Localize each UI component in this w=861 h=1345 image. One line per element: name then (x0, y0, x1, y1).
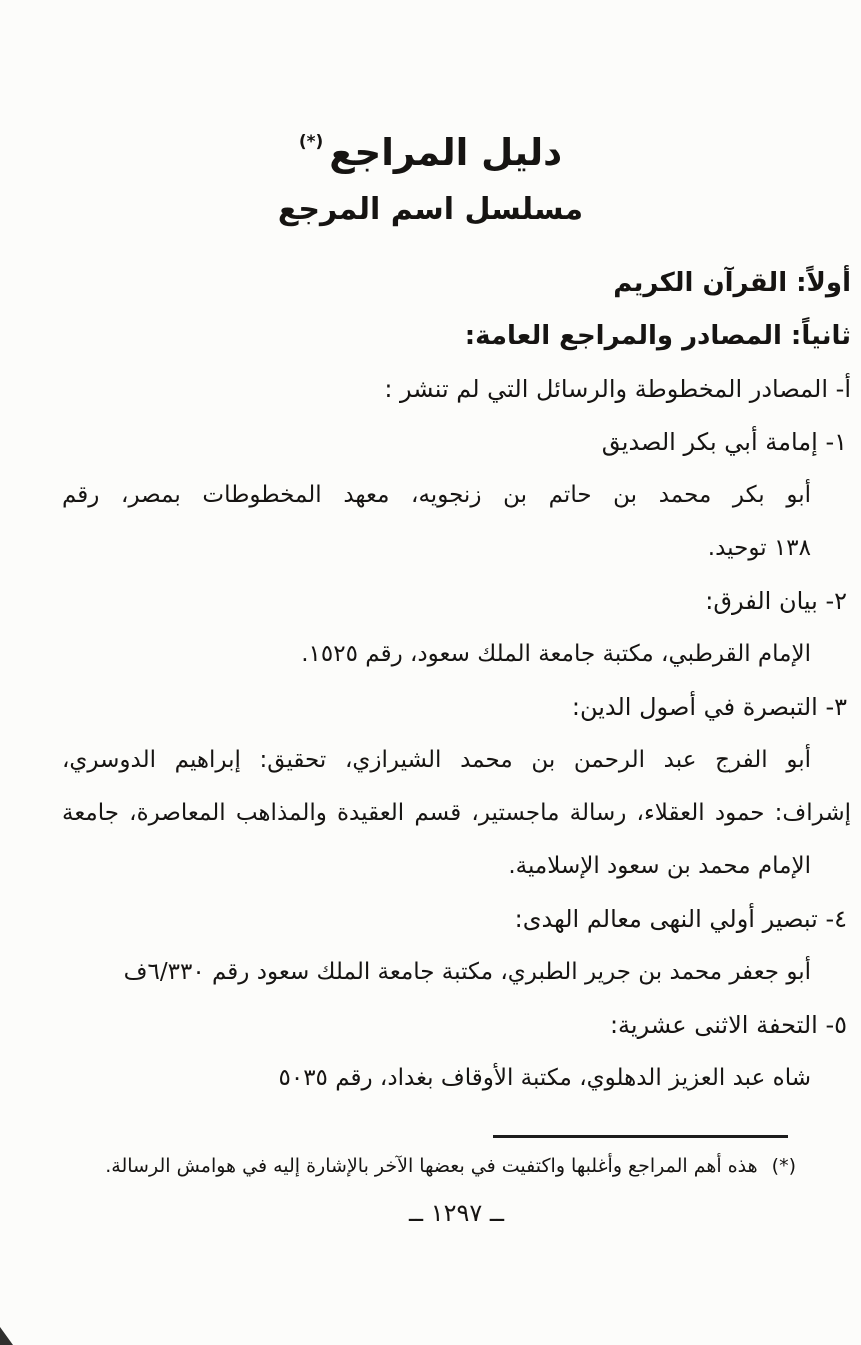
entry-title: ١- إمامة أبي بكر الصديق (601, 427, 847, 456)
section-heading-second: ثانياً: المصادر والمراجع العامة: (464, 320, 851, 351)
scan-corner-artifact (0, 1327, 13, 1345)
footnote-marker: (*) (771, 1154, 796, 1177)
page-title (0, 0, 861, 178)
reference-entry-4 (62, 893, 851, 999)
entry-title: ٤- تبصير أولي النهى معالم الهدى: (514, 904, 847, 933)
page-subtitle: مسلسل اسم المرجع (277, 191, 584, 227)
footnote-text: هذه أهم المراجع وأغلبها واكتفيت في بعضها الآخر بالإشارة إليه في هوامش الرسالة. (105, 1154, 758, 1177)
section-heading-first: أولاً: القرآن الكريم (613, 267, 851, 298)
footnote-separator-rule (493, 1135, 788, 1138)
reference-entry-5 (62, 999, 851, 1105)
page-title-text: دليل المراجع (329, 131, 563, 174)
entry-line: الإمام محمد بن سعود الإسلامية. (508, 852, 811, 879)
entry-title: ٥- التحفة الاثنى عشرية: (609, 1010, 847, 1039)
entry-line: أبو جعفر محمد بن جرير الطبري، مكتبة جامعة الملك سعود رقم ٦/٣٣٠ف (123, 958, 811, 985)
reference-entry-3 (62, 681, 851, 893)
subsection-heading-a: أ- المصادر المخطوطة والرسائل التي لم تنشر : (384, 374, 851, 403)
page-number: ــ ١٢٩٧ ــ (409, 1198, 504, 1227)
reference-entry-2 (62, 575, 851, 681)
footnote (62, 1151, 851, 1181)
title-footnote-marker: (*) (298, 132, 324, 152)
entry-line: إشراف: حمود العقلاء، رسالة ماجستير، قسم العقيدة والمذاهب المعاصرة، جامعة (62, 799, 851, 826)
entry-line: ١٣٨ توحيد. (707, 534, 811, 561)
entry-line: شاه عبد العزيز الدهلوي، مكتبة الأوقاف بغداد، رقم ٥٠٣٥ (278, 1064, 811, 1091)
reference-entry-1 (62, 416, 851, 575)
entry-line: أبو الفرج عبد الرحمن بن محمد الشيرازي، تحقيق: إبراهيم الدوسري، (62, 746, 811, 773)
reference-list (0, 257, 861, 1227)
entry-line: الإمام القرطبي، مكتبة جامعة الملك سعود، رقم ١٥٢٥. (301, 640, 811, 667)
entry-title: ٣- التبصرة في أصول الدين: (571, 692, 847, 721)
entry-line: أبو بكر محمد بن حاتم بن زنجويه، معهد المخطوطات بمصر، رقم (62, 481, 811, 508)
entry-title: ٢- بيان الفرق: (705, 586, 847, 615)
